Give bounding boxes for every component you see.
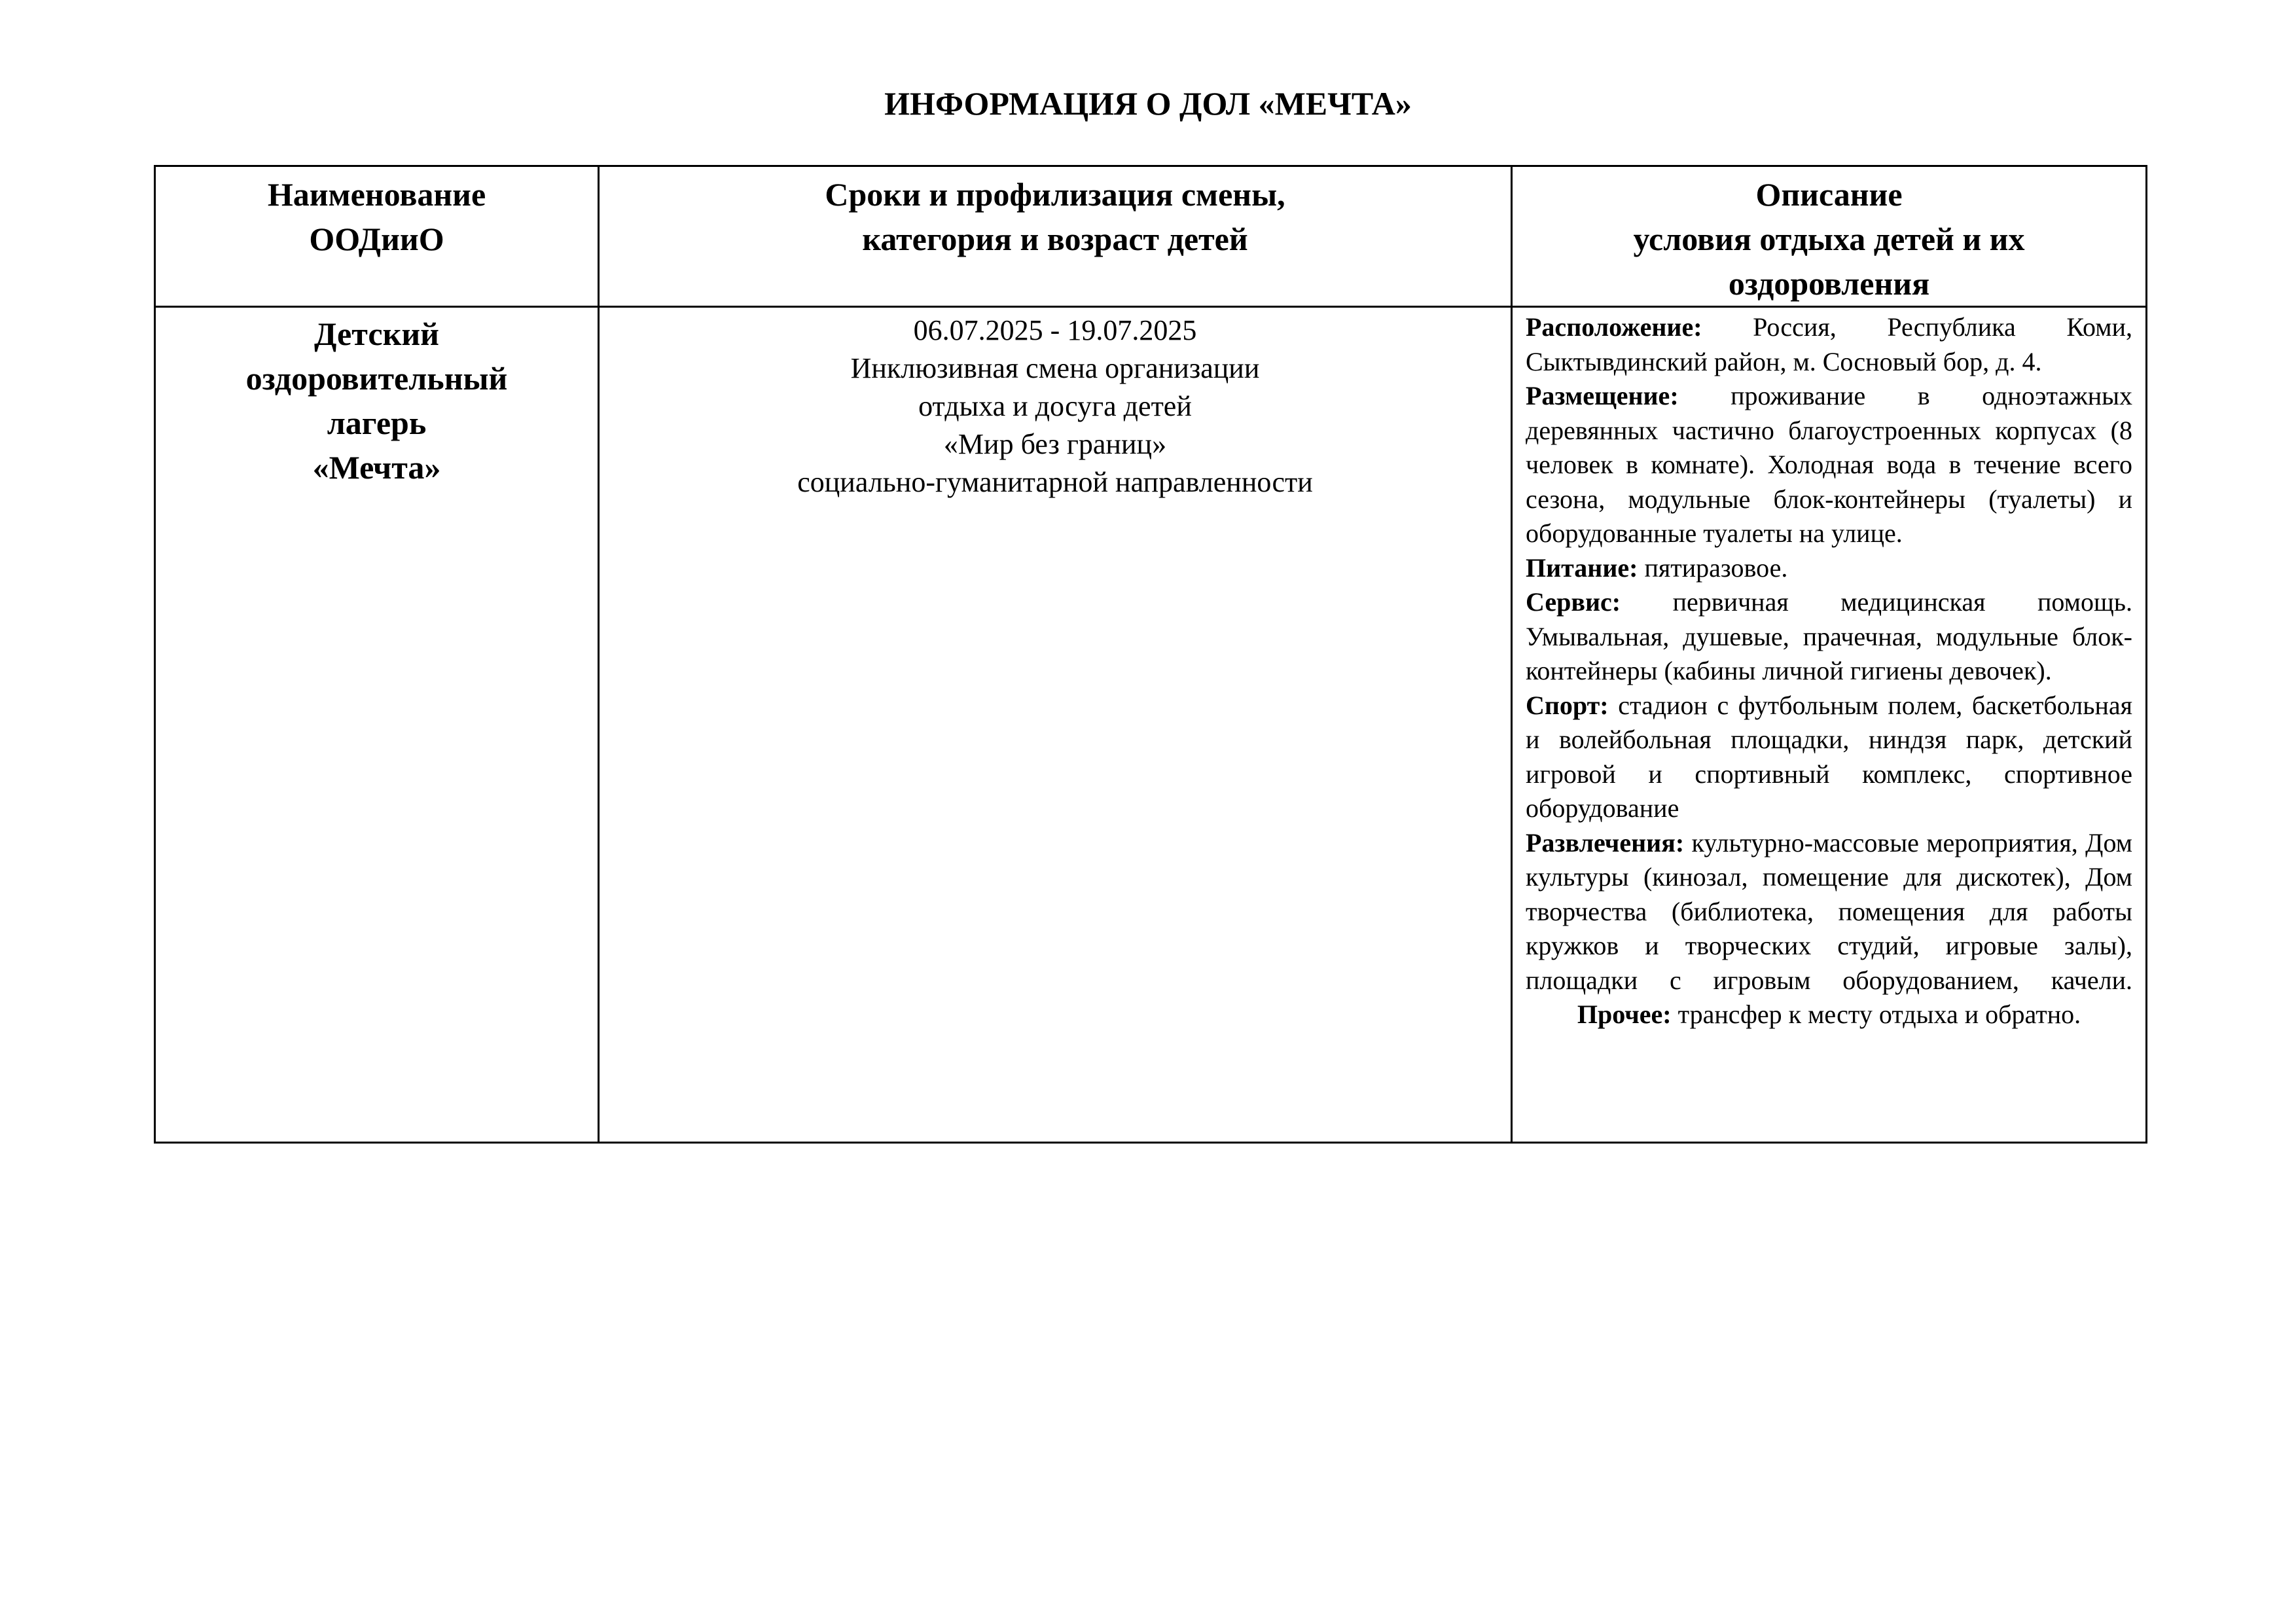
camp-name-line: Детский [314, 316, 439, 352]
header-line: категория и возраст детей [862, 221, 1248, 257]
table-row [155, 307, 2147, 1143]
service-label: Сервис: [1526, 587, 1621, 617]
food-label: Питание: [1526, 552, 1638, 583]
header-name-column [155, 166, 599, 307]
entertainment-label: Развлечения: [1526, 827, 1685, 857]
camp-name-line: «Мечта» [312, 449, 441, 486]
location-label: Расположение: [1526, 312, 1702, 342]
camp-name-line: лагерь [327, 405, 427, 441]
header-line: условия отдыха детей и их [1633, 221, 2025, 257]
entertainment-paragraph [1526, 826, 2132, 998]
info-table [154, 165, 2147, 1144]
shift-dates: 06.07.2025 - 19.07.2025 [913, 314, 1197, 346]
accommodation-paragraph [1526, 379, 2132, 551]
shift-info-line: Инклюзивная смена организации [850, 352, 1260, 384]
page-title: ИНФОРМАЦИЯ О ДОЛ «МЕЧТА» [884, 85, 1412, 122]
other-label: Прочее: [1577, 1000, 1672, 1029]
sport-label: Спорт: [1526, 690, 1609, 720]
header-row [155, 166, 2147, 307]
location-paragraph [1526, 310, 2132, 379]
food-paragraph [1526, 551, 2132, 586]
entertainment-text: культурно-массовые мероприятия, Дом культуры (кинозал, помещение для дискотек), Дом творчества (библиотека, помещения для работы кружков и творческих студий, игровые залы), площадки с игровым оборудованием, качели. [1526, 827, 2133, 995]
service-text: первичная медицинская помощь. Умывальная, душевые, прачечная, модульные блок-контейнеры (кабины личной гигиены девочек). [1526, 587, 2132, 685]
sport-paragraph [1526, 689, 2132, 826]
accommodation-label: Размещение: [1526, 381, 1679, 410]
header-line: Наименование [267, 176, 486, 213]
shift-program-name: «Мир без границ» [943, 428, 1167, 460]
header-line: Сроки и профилизация смены, [825, 176, 1285, 213]
accommodation-text: проживание в одноэтажных деревянных частично благоустроенных корпусах (8 человек в комнате). Холодная вода в течение всего сезона, модульные блок-контейнеры (туалеты) и оборудованные туалеты на улице. [1526, 381, 2133, 548]
shift-info-line: социально-гуманитарной направленности [797, 466, 1313, 498]
shift-info-cell [599, 307, 1512, 1143]
location-text: Россия, Республика Коми, Сыктывдинский район, м. Сосновый бор, д. 4. [1526, 312, 2132, 376]
header-line: Описание [1755, 176, 1903, 213]
service-paragraph [1526, 585, 2132, 689]
other-text: трансфер к месту отдыха и обратно. [1677, 1000, 2081, 1029]
sport-text: стадион с футбольным полем, баскетбольная и волейбольная площадки, ниндзя парк, детский игровой и спортивный комплекс, спортивное оборудование [1526, 690, 2132, 823]
shift-info-line: отдыха и досуга детей [918, 390, 1192, 422]
camp-name-cell [155, 307, 599, 1143]
header-line: ООДииО [309, 221, 444, 257]
header-shift-column [599, 166, 1512, 307]
other-paragraph [1526, 998, 2132, 1032]
camp-name-line: оздоровительный [245, 360, 508, 397]
description-cell [1512, 307, 2147, 1143]
food-text: пятиразовое. [1644, 552, 1788, 583]
header-line: оздоровления [1728, 265, 1930, 302]
header-description-column [1512, 166, 2147, 307]
